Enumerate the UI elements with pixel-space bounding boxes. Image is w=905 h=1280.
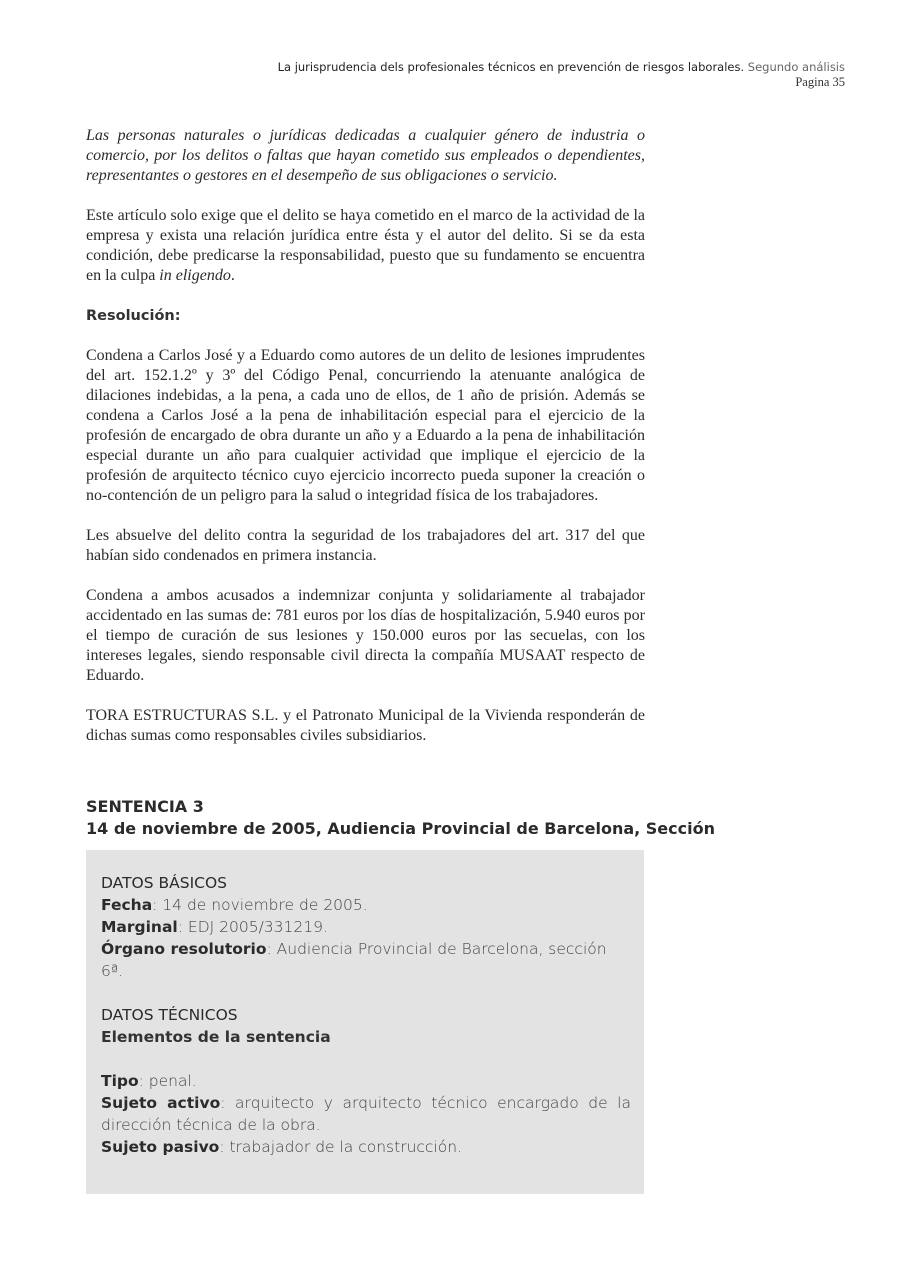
sujeto-activo-value: : arquitecto y arquitecto técnico encargado de la dirección técnica de la obra. <box>101 1094 631 1134</box>
organo-label: Órgano resolutorio <box>101 940 267 958</box>
marginal-value: : EDJ 2005/331219. <box>177 918 328 936</box>
tipo-label: Tipo <box>101 1072 139 1090</box>
responsables-paragraph: TORA ESTRUCTURAS S.L. y el Patronato Municipal de la Vivienda responderán de dichas sumas como responsables civiles subsidiarios. <box>86 707 645 744</box>
header-title-bold: La jurisprudencia dels profesionales técnicos en prevención de riesgos laborales. <box>277 60 745 74</box>
spacer <box>101 982 631 1004</box>
sujeto-activo-label: Sujeto activo <box>101 1094 221 1112</box>
datos-basicos-title: DATOS BÁSICOS <box>101 874 228 892</box>
fecha-value: : 14 de noviembre de 2005. <box>152 896 368 914</box>
indemnizacion-paragraph: Condena a ambos acusados a indemnizar conjunta y solidariamente al trabajador accidentado en las sumas de: 781 euros por los días de hospitalización, 5.940 euros por el tiempo de curación de sus lesiones y 150.000 euros por las secuelas, con los intereses legales, siendo responsable civil directa la compañía MUSAAT respecto de Eduardo. <box>86 587 645 684</box>
fecha-label: Fecha <box>101 896 153 914</box>
sujeto-pasivo-label: Sujeto pasivo <box>101 1138 220 1156</box>
organo-row <box>101 938 631 982</box>
page-number: Pagina 35 <box>795 75 845 89</box>
header-title-light: Segundo análisis <box>747 60 845 74</box>
sujeto-activo-row <box>101 1092 631 1136</box>
header-title <box>278 60 845 75</box>
spacer <box>101 1048 631 1070</box>
sentencia-title: SENTENCIA 3 <box>86 797 204 816</box>
marginal-label: Marginal <box>101 918 178 936</box>
quoted-article-paragraph: Las personas naturales o jurídicas dedicadas a cualquier género de industria o comercio, por los delitos o faltas que hayan cometido sus empleados o dependientes, representantes o gestores en el desempeño de sus obligaciones o servicio. <box>86 127 645 184</box>
tipo-row <box>101 1070 631 1092</box>
fecha-row <box>101 894 631 916</box>
commentary-text: Este artículo solo exige que el delito se haya cometido en el marco de la actividad de la empresa y exista una relación jurídica entre ésta y el autor del delito. Si se da esta condición, debe predicarse la responsabilidad, puesto que su fundamento se encuentra en la culpa <box>86 207 645 284</box>
commentary-italic: in eligendo <box>159 267 231 284</box>
sentencia-heading <box>86 796 715 840</box>
datos-box-content <box>101 872 631 1158</box>
resolucion-heading: Resolución: <box>86 308 181 324</box>
datos-box <box>86 850 644 1194</box>
running-header <box>278 60 845 90</box>
elementos-title: Elementos de la sentencia <box>101 1028 331 1046</box>
condena-paragraph: Condena a Carlos José y a Eduardo como autores de un delito de lesiones imprudentes del art. 152.1.2º y 3º del Código Penal, concurriendo la atenuante analógica de dilaciones indebidas, a la pena, a cada uno de ellos, de 1 año de prisión. Además se condena a Carlos José a la pena de inhabilitación especial para el ejercicio de la profesión de encargado de obra durante un año y a Eduardo a la pena de inhabilitación especial durante un año para cualquier actividad que implique el ejercicio de la profesión de arquitecto técnico cuyo ejercicio incorrecto pueda suponer la creación o no-contención de un peligro para la salud o integridad física de los trabajadores. <box>86 347 645 504</box>
sentencia-subtitle: 14 de noviembre de 2005, Audiencia Provincial de Barcelona, Sección <box>86 819 715 838</box>
absuelve-paragraph: Les absuelve del delito contra la seguridad de los trabajadores del art. 317 del que habían sido condenados en primera instancia. <box>86 527 645 564</box>
sujeto-pasivo-row <box>101 1136 631 1158</box>
commentary-end: . <box>230 267 235 284</box>
tipo-value: : penal. <box>138 1072 197 1090</box>
main-text <box>86 126 645 766</box>
sujeto-pasivo-value: : trabajador de la construcción. <box>219 1138 462 1156</box>
datos-tecnicos-title: DATOS TÉCNICOS <box>101 1006 238 1024</box>
organo-value: : Audiencia Provincial de Barcelona, sección 6ª. <box>101 940 607 980</box>
article-commentary-paragraph <box>86 206 645 286</box>
marginal-row <box>101 916 631 938</box>
